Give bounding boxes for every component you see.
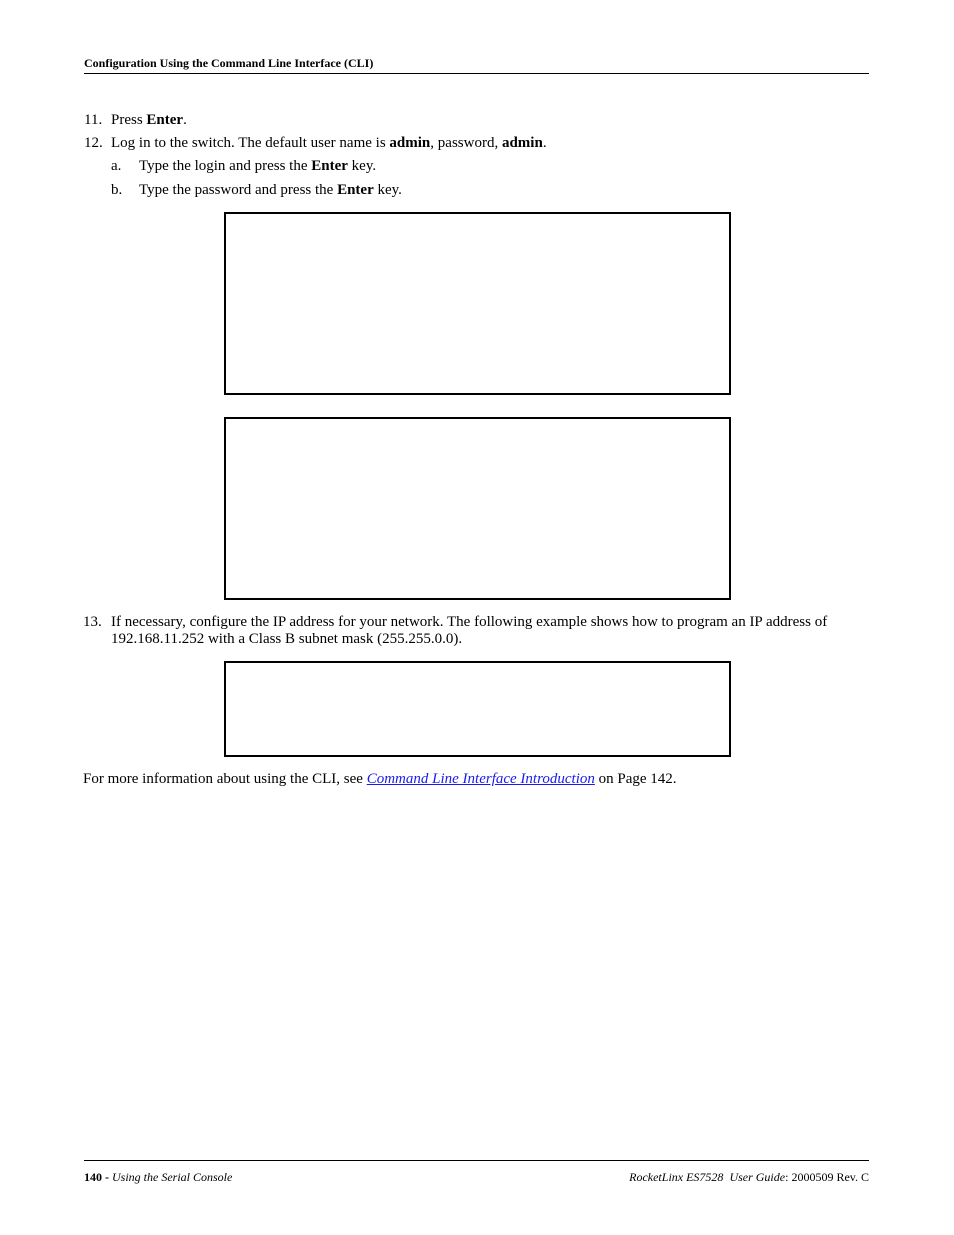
step-text-part: .: [542, 135, 547, 151]
footer-product: RocketLinx ES7528: [629, 1170, 724, 1184]
more-info-text: on Page 142.: [594, 771, 677, 787]
key-name: Enter: [311, 158, 348, 174]
default-username: admin: [389, 135, 431, 151]
footer-page-info: [84, 1170, 232, 1185]
console-screenshot-password: [224, 417, 731, 600]
substep-text: [139, 182, 402, 199]
footer-rule: [84, 1160, 869, 1161]
more-info-paragraph: [83, 771, 677, 788]
console-screenshot-login: [224, 212, 731, 395]
step-text-part: key.: [347, 158, 377, 174]
step-text-part: key.: [373, 182, 402, 198]
default-password: admin: [501, 135, 543, 151]
step-text-part: Type the login and press the: [139, 158, 312, 174]
key-name: Enter: [337, 182, 374, 198]
page-number: 140: [84, 1170, 102, 1184]
step-number: 12.: [84, 135, 103, 151]
step-text: If necessary, configure the IP address for your network. The following example shows how to program an IP address of 192.168.11.252 with a Class B subnet mask (255.255.0.0).: [111, 614, 828, 647]
step-number: 11.: [84, 112, 103, 128]
step-text-part: Type the password and press the: [139, 182, 338, 198]
substep-text: [139, 158, 376, 175]
console-screenshot-ip-config: [224, 661, 731, 757]
footer-doc-id: : 2000509 Rev. C: [785, 1170, 869, 1184]
cli-introduction-link[interactable]: Command Line Interface Introduction: [366, 771, 595, 787]
footer-separator: -: [102, 1170, 112, 1184]
step-text: [111, 135, 547, 152]
substep-letter: b.: [111, 182, 123, 198]
running-header-title: Configuration Using the Command Line Interface (CLI): [84, 56, 374, 70]
footer-doc-info: [629, 1170, 869, 1185]
step-text-part: , password,: [430, 135, 502, 151]
step-text-part: .: [183, 112, 187, 128]
step-13: [83, 614, 869, 648]
step-number: 13.: [83, 614, 102, 630]
key-name: Enter: [146, 112, 184, 128]
step-text-part: Log in to the switch. The default user name is: [111, 135, 390, 151]
step-text: [111, 112, 187, 129]
footer-guide: User Guide: [729, 1170, 786, 1184]
substep-letter: a.: [111, 158, 122, 174]
footer-section: Using the Serial Console: [112, 1170, 233, 1184]
header-rule: [84, 73, 869, 74]
step-text-part: Press: [111, 112, 147, 128]
more-info-text: For more information about using the CLI, see: [83, 771, 367, 787]
